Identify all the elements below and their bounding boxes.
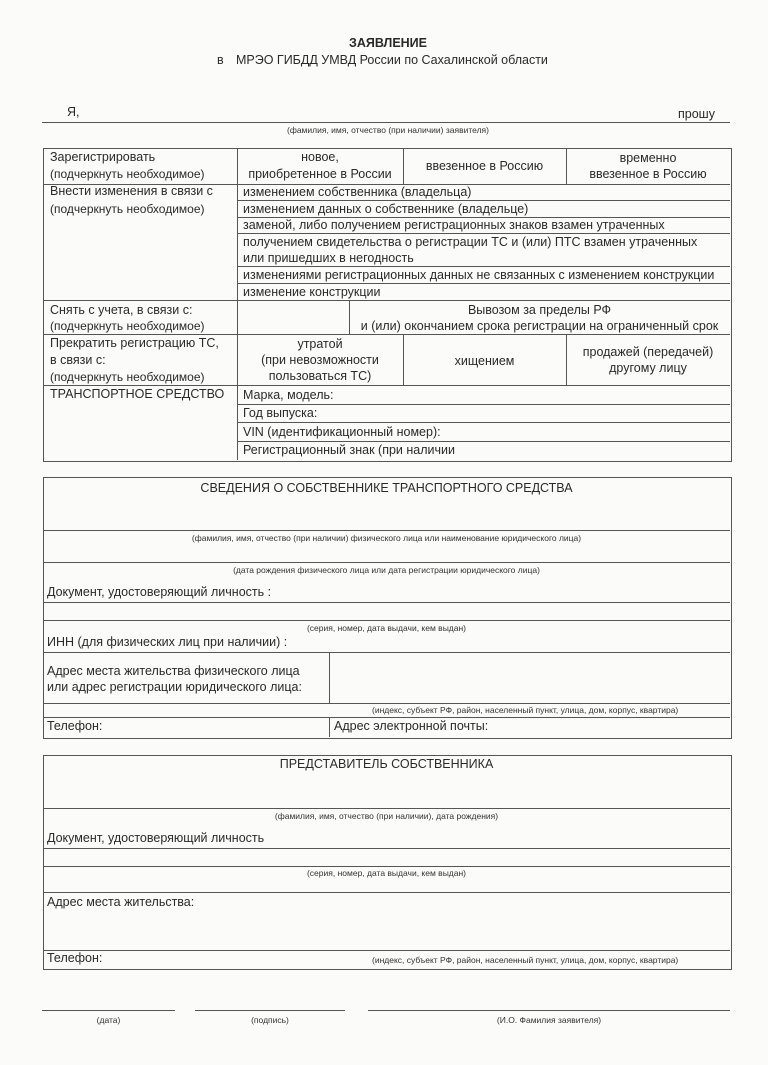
representative-section [43, 755, 732, 970]
change-label: Внести изменения в связи с [50, 184, 213, 198]
change-option[interactable]: изменением данных о собственнике (владельце) [243, 202, 529, 216]
change-option[interactable]: изменением собственника (владельца) [243, 185, 472, 199]
option-sale[interactable]: продажей (передачей) [582, 345, 714, 359]
signature-field[interactable] [195, 1010, 345, 1011]
owner-inn-field[interactable]: ИНН (для физических лиц при наличии) : [47, 635, 288, 649]
hint: (подчеркнуть необходимое) [50, 202, 205, 216]
name-caption: (И.О. Фамилия заявителя) [496, 1015, 602, 1025]
rep-address-field[interactable]: Адрес места жительства: [47, 895, 195, 909]
caption: (дата рождения физического лица или дата регистрации юридического лица) [233, 565, 540, 575]
rep-doc-field[interactable]: Документ, удостоверяющий личность [47, 831, 265, 845]
terminate-label: Прекратить регистрацию ТС, [50, 336, 219, 350]
caption: (серия, номер, дата выдачи, кем выдан) [306, 623, 467, 633]
plate-field[interactable]: Регистрационный знак (при наличии [243, 443, 455, 457]
option-imported[interactable]: ввезенное в Россию [425, 159, 544, 173]
rep-name-field[interactable] [43, 808, 730, 809]
caption: (индекс, субъект РФ, район, населенный пункт, улица, дом, корпус, квартира) [372, 955, 679, 965]
change-option[interactable]: изменение конструкции [243, 285, 381, 299]
caption: (индекс, субъект РФ, район, населенный пункт, улица, дом, корпус, квартира) [372, 705, 679, 715]
option-loss[interactable]: утратой [297, 337, 343, 351]
change-option[interactable]: получением свидетельства о регистрации ТС и (или) ПТС взамен утраченных [243, 235, 698, 249]
to-prefix: в [217, 53, 224, 67]
option-sale-2[interactable]: другому лицу [609, 361, 687, 375]
owner-address-label-2: или адрес регистрации юридического лица: [47, 680, 302, 694]
hint: (подчеркнуть необходимое) [50, 319, 205, 333]
owner-phone-field[interactable]: Телефон: [47, 719, 103, 733]
change-option[interactable]: заменой, либо получением регистрационных знаков взамен утраченных [243, 218, 665, 232]
owner-email-field[interactable]: Адрес электронной почты: [334, 719, 489, 733]
year-field[interactable]: Год выпуска: [243, 406, 318, 420]
caption: (фамилия, имя, отчество (при наличии), дата рождения) [274, 811, 499, 821]
option-export-2[interactable]: и (или) окончанием срока регистрации на ограниченный срок [360, 319, 719, 333]
recipient: МРЭО ГИБДД УМВД России по Сахалинской области [236, 53, 548, 67]
option-new-2[interactable]: приобретенное в России [248, 167, 392, 181]
deregister-label: Снять с учета, в связи с: [50, 303, 193, 317]
owner-address-field[interactable] [330, 653, 730, 703]
option-loss-2[interactable]: (при невозможности [261, 353, 379, 367]
owner-name-field[interactable] [43, 530, 730, 531]
date-caption: (дата) [96, 1015, 121, 1025]
option-temporary[interactable]: временно [619, 151, 677, 165]
vin-field[interactable]: VIN (идентификационный номер): [243, 425, 441, 439]
terminate-label-2: в связи с: [50, 353, 106, 367]
option-export[interactable]: Вывозом за пределы РФ [467, 303, 612, 317]
applicant-name-signature-field[interactable] [368, 1010, 730, 1011]
change-option[interactable]: или пришедших в негодность [243, 251, 414, 265]
owner-doc-field[interactable]: Документ, удостоверяющий личность : [47, 585, 272, 599]
rep-title: ПРЕДСТАВИТЕЛЬ СОБСТВЕННИКА [279, 757, 494, 771]
signature-caption: (подпись) [251, 1015, 289, 1025]
register-label: Зарегистрировать [50, 150, 156, 164]
option-temporary-2[interactable]: ввезенное в Россию [589, 167, 707, 181]
request-label: прошу [678, 107, 715, 121]
change-option[interactable]: изменениями регистрационных данных не связанных с изменением конструкции [243, 268, 715, 282]
caption: (фамилия, имя, отчество (при наличии) физического лица или наименование юридического лица) [191, 533, 582, 543]
vehicle-label: ТРАНСПОРТНОЕ СРЕДСТВО [50, 387, 225, 401]
owner-address-label: Адрес места жительства физического лица [47, 664, 300, 678]
option-loss-3[interactable]: пользоваться ТС) [268, 369, 372, 383]
applicant-caption: (фамилия, имя, отчество (при наличии) заявителя) [287, 125, 489, 135]
date-field[interactable] [42, 1010, 175, 1011]
hint: (подчеркнуть необходимое) [50, 370, 205, 384]
make-field[interactable]: Марка, модель: [243, 388, 334, 402]
i-label: Я, [67, 105, 80, 119]
owner-dob-field[interactable] [43, 562, 730, 563]
owner-title: СВЕДЕНИЯ О СОБСТВЕННИКЕ ТРАНСПОРТНОГО СРЕДСТВА [200, 481, 573, 495]
hint: (подчеркнуть необходимое) [50, 167, 205, 181]
caption: (серия, номер, дата выдачи, кем выдан) [306, 868, 467, 878]
applicant-name-field[interactable] [42, 122, 730, 123]
form-title: ЗАЯВЛЕНИЕ [348, 36, 427, 50]
rep-phone-field[interactable]: Телефон: [47, 951, 103, 965]
option-theft[interactable]: хищением [454, 354, 515, 368]
option-new[interactable]: новое, [301, 150, 339, 164]
